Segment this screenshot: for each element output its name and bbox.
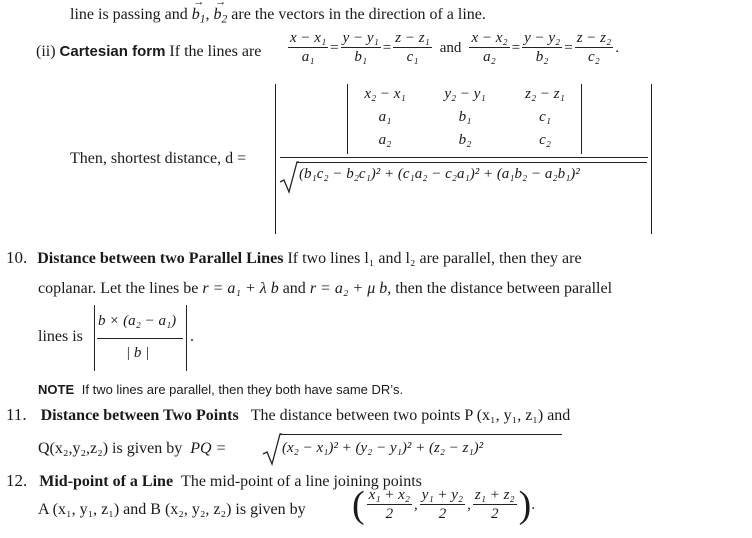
- det-cell-r1c2: y₂ − y₁: [444, 86, 486, 102]
- intro-text-b: are the vectors in the direction of a line.: [227, 6, 486, 23]
- cartesian-equations: $\frac{\text{x − x₁}}{\text{a₁}}$ = $\frac{\text{y − y₁}}{\text{b₁}}$ = $\frac{\text{z − z₁}}{\text{c₁}}$ and $\frac{\text{x − x₂}}{\text{a₂}}$ = $\frac{\text{y − y₂}}{\text{b₂}}$ = $\frac{\text{z − z₂}}{\text{c₂}}$ .: [290, 30, 619, 66]
- determinant-cells: [340, 84, 590, 154]
- item10-text3: lines is: [38, 328, 83, 345]
- line-eq-2: r = a₂ + μ b: [309, 280, 388, 297]
- frac-1-1: $\frac{\text{x − x₁}}{\text{a₁}}$: [290, 30, 327, 66]
- abs-right-bar: [186, 305, 187, 371]
- item10-number: 10.: [6, 248, 28, 267]
- radical-sign-2: [262, 432, 282, 466]
- main-fraction-bar: [280, 157, 648, 158]
- item12-text1: The mid-point of a line joining points: [181, 473, 422, 490]
- item11-text1: The distance between two points P (x₁, y₁, z₁) and: [250, 407, 571, 424]
- item10-title: Distance between two Parallel Lines: [37, 250, 284, 267]
- det-cell-r3c1: a₂: [378, 132, 392, 148]
- item10-frac-bar: [97, 338, 183, 339]
- radical-sign-1: [279, 160, 299, 194]
- cartesian-title: Cartesian form: [59, 43, 166, 60]
- det-cell-r1c1: x₂ − x₁: [364, 86, 406, 102]
- item10-line1: [6, 248, 582, 268]
- radical-bar-1: [297, 162, 647, 163]
- item11-line2: [38, 440, 226, 458]
- frac-1-2: $\frac{\text{y − y₁}}{\text{b₁}}$: [342, 30, 379, 66]
- shortest-distance-label: Then, shortest distance, d =: [70, 150, 247, 167]
- pq-lhs: PQ =: [190, 440, 227, 457]
- right-paren: ): [518, 484, 532, 526]
- item12-text2: A (x₁, y₁, z₁) and B (x₂, y₂, z₂) is given by: [38, 501, 306, 518]
- item11-title: Distance between Two Points: [40, 407, 239, 424]
- midpoint-formula: ( $\frac{\text{x₁ + x₂}}{2}$ , $\frac{\text{y₁ + y₂}}{2}$ , $\frac{\text{z₁ + z₂}}{2}$ ) .: [352, 484, 536, 526]
- item10-text1: If two lines l₁ and l₂ are parallel, then they are: [287, 250, 582, 267]
- mid-frac-x: $\frac{\text{x₁ + x₂}}{2}$: [368, 486, 411, 523]
- cartesian-text: If the lines are: [169, 43, 262, 60]
- det-cell-r1c3: z₂ − z₁: [525, 86, 565, 102]
- note-label: NOTE: [38, 382, 75, 397]
- item12-number: 12.: [6, 471, 28, 490]
- frac-2-2: $\frac{\text{y − y₂}}{\text{b₂}}$: [524, 30, 561, 66]
- line-eq-1: r = a₁ + λ b: [202, 280, 279, 297]
- item12-title: Mid-point of a Line: [39, 473, 174, 490]
- note-text: If two lines are parallel, then they both have same DR’s.: [81, 382, 404, 397]
- intro-text-a: line is passing and: [70, 6, 192, 23]
- item10-frac-den: | b |: [126, 345, 150, 361]
- vector-b2: → $b_2$: [214, 6, 228, 25]
- outer-right-bar: [651, 84, 652, 234]
- det-cell-r2c2: b₁: [458, 109, 472, 125]
- det-cell-r2c3: c₁: [539, 109, 551, 125]
- shortest-denominator: (b₁c₂ − b₂c₁)² + (c₁a₂ − c₂a₁)² + (a₁b₂ − a₂b₁)²: [299, 166, 580, 182]
- frac-2-1: $\frac{\text{x − x₂}}{\text{a₂}}$: [471, 30, 508, 66]
- mid-frac-z: $\frac{\text{z₁ + z₂}}{2}$: [474, 486, 515, 523]
- mid-frac-y: $\frac{\text{y₁ + y₂}}{2}$: [421, 486, 464, 523]
- item10-frac-num: b × (a₂ − a₁): [98, 313, 177, 329]
- item11-line1: [6, 405, 570, 425]
- item10-line2: coplanar. Let the lines be r = a₁ + λ b and r = a₂ + μ b, then the distance between parallel: [38, 280, 613, 297]
- outer-left-bar: [275, 84, 276, 234]
- det-cell-r2c1: a₁: [378, 109, 392, 125]
- det-cell-r3c2: b₂: [458, 132, 472, 148]
- vector-b1: → $b_1$: [192, 6, 206, 25]
- det-cell-r3c3: c₂: [539, 132, 551, 148]
- cartesian-heading: [36, 43, 261, 61]
- cartesian-number: (ii): [36, 43, 56, 60]
- and-text: and: [439, 39, 462, 56]
- item11-text2: Q(x₂,y₂,z₂) is given by: [38, 440, 183, 457]
- intro-line: line is passing and → $b_1$, → $b_2$ are the vectors in the direction of a line.: [70, 6, 486, 25]
- frac-1-3: $\frac{\text{z − z₁}}{\text{c₁}}$: [395, 30, 430, 66]
- pq-radicand: (x₂ − x₁)² + (y₂ − y₁)² + (z₂ − z₁)²: [282, 440, 484, 456]
- item11-number: 11.: [6, 405, 27, 424]
- note: [38, 382, 403, 397]
- left-paren: (: [352, 484, 365, 526]
- frac-2-3: $\frac{\text{z − z₂}}{\text{c₂}}$: [576, 30, 612, 66]
- radical-bar-2: [280, 434, 562, 435]
- abs-left-bar: [94, 305, 95, 371]
